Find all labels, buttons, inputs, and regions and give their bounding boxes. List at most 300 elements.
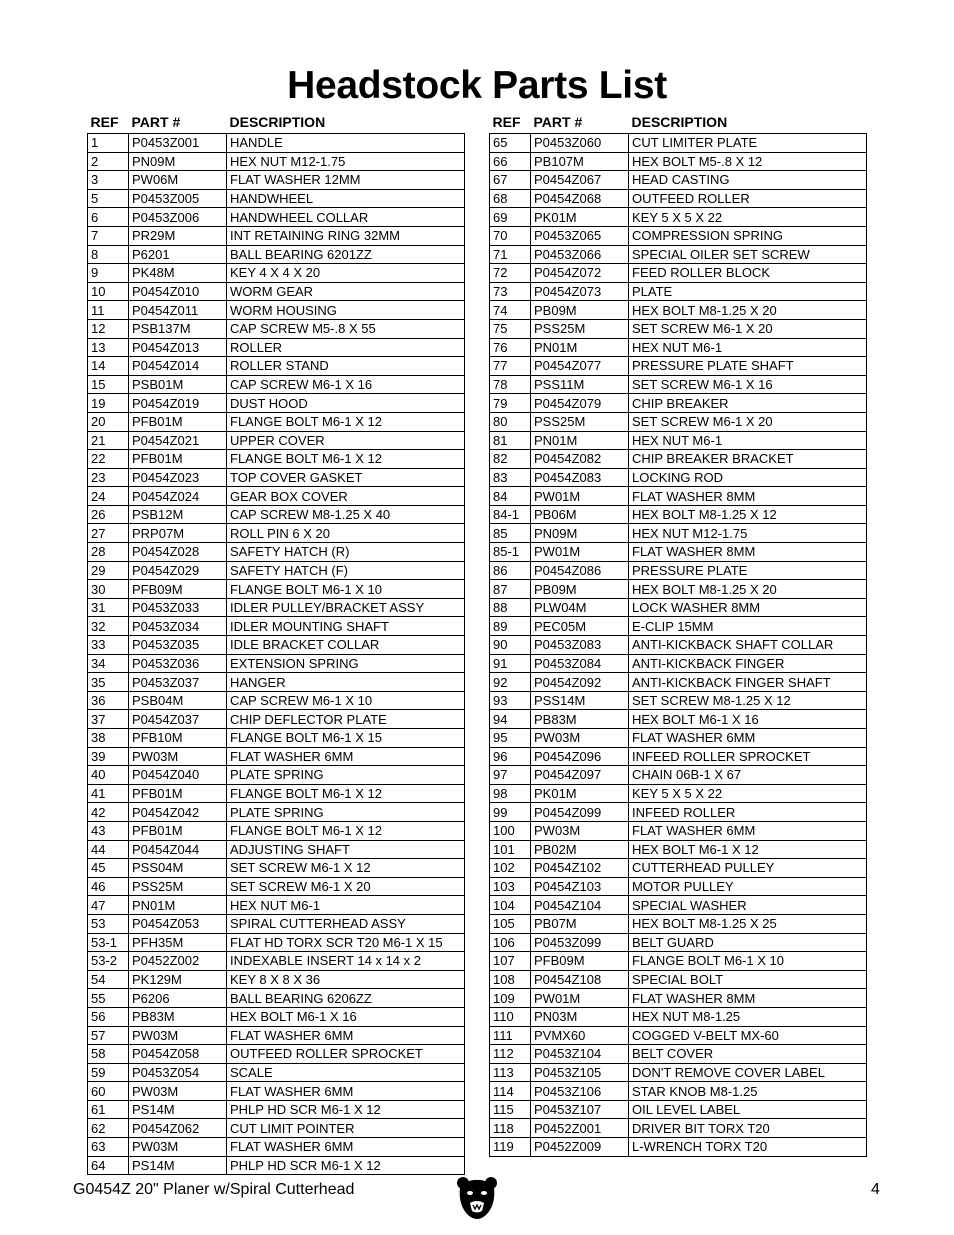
table-row	[490, 134, 867, 153]
part-number-cell: P0453Z084	[531, 654, 629, 673]
description-cell: CAP SCREW M8-1.25 X 40	[227, 505, 465, 524]
table-row	[88, 282, 465, 301]
description-cell: ANTI-KICKBACK SHAFT COLLAR	[629, 636, 867, 655]
table-row	[490, 1045, 867, 1064]
description-cell: KEY 5 X 5 X 22	[629, 208, 867, 227]
description-cell: IDLE BRACKET COLLAR	[227, 636, 465, 655]
table-row	[490, 264, 867, 283]
part-number-cell: P0453Z107	[531, 1100, 629, 1119]
description-cell: HEX NUT M6-1	[629, 338, 867, 357]
table-row	[490, 896, 867, 915]
ref-cell: 33	[88, 636, 129, 655]
table-row	[490, 877, 867, 896]
ref-cell: 69	[490, 208, 531, 227]
ref-cell: 81	[490, 431, 531, 450]
description-cell: CHIP DEFLECTOR PLATE	[227, 710, 465, 729]
table-row	[88, 1100, 465, 1119]
table-row	[88, 357, 465, 376]
table-row	[490, 710, 867, 729]
ref-cell: 91	[490, 654, 531, 673]
ref-cell: 53-2	[88, 952, 129, 971]
ref-cell: 34	[88, 654, 129, 673]
table-row	[88, 226, 465, 245]
description-cell: HEX BOLT M8-1.25 X 25	[629, 914, 867, 933]
part-number-cell: PW03M	[129, 1138, 227, 1157]
part-number-cell: PK48M	[129, 264, 227, 283]
table-row	[490, 580, 867, 599]
table-row	[490, 952, 867, 971]
part-number-cell: P0453Z035	[129, 636, 227, 655]
ref-cell: 101	[490, 840, 531, 859]
description-cell: HEX BOLT M6-1 X 16	[629, 710, 867, 729]
table-row	[88, 1026, 465, 1045]
ref-cell: 112	[490, 1045, 531, 1064]
part-number-cell: PSS25M	[531, 412, 629, 431]
description-cell: HEX BOLT M8-1.25 X 12	[629, 505, 867, 524]
table-row	[490, 152, 867, 171]
part-number-cell: P0454Z086	[531, 561, 629, 580]
ref-cell: 39	[88, 747, 129, 766]
part-number-cell: PK01M	[531, 784, 629, 803]
description-cell: SAFETY HATCH (R)	[227, 543, 465, 562]
part-number-cell: P0454Z102	[531, 859, 629, 878]
part-number-cell: P0454Z011	[129, 301, 227, 320]
table-row	[490, 189, 867, 208]
description-cell: OUTFEED ROLLER	[629, 189, 867, 208]
ref-cell: 35	[88, 673, 129, 692]
part-number-cell: P0453Z001	[129, 134, 227, 153]
table-row	[88, 375, 465, 394]
description-cell: PLATE SPRING	[227, 803, 465, 822]
ref-cell: 90	[490, 636, 531, 655]
description-cell: ROLLER STAND	[227, 357, 465, 376]
part-number-cell: PRP07M	[129, 524, 227, 543]
part-number-cell: P0454Z028	[129, 543, 227, 562]
description-cell: ROLLER	[227, 338, 465, 357]
ref-cell: 68	[490, 189, 531, 208]
part-number-cell: P0453Z034	[129, 617, 227, 636]
table-row	[88, 710, 465, 729]
description-cell: FLAT WASHER 6MM	[629, 729, 867, 748]
description-cell: CHAIN 06B-1 X 67	[629, 766, 867, 785]
table-row	[490, 933, 867, 952]
description-cell: FLAT WASHER 8MM	[629, 487, 867, 506]
description-cell: HEX NUT M12-1.75	[227, 152, 465, 171]
part-number-cell: P0454Z079	[531, 394, 629, 413]
table-row	[88, 524, 465, 543]
description-cell: FLANGE BOLT M6-1 X 12	[227, 450, 465, 469]
ref-cell: 103	[490, 877, 531, 896]
part-number-cell: PW03M	[129, 1026, 227, 1045]
part-number-cell: PSS11M	[531, 375, 629, 394]
table-row	[490, 970, 867, 989]
description-cell: UPPER COVER	[227, 431, 465, 450]
description-cell: FLANGE BOLT M6-1 X 12	[227, 784, 465, 803]
description-cell: FLAT WASHER 6MM	[227, 747, 465, 766]
part-number-cell: PFB10M	[129, 729, 227, 748]
part-number-cell: P0454Z042	[129, 803, 227, 822]
part-number-cell: P0454Z024	[129, 487, 227, 506]
description-cell: L-WRENCH TORX T20	[629, 1138, 867, 1157]
table-row	[490, 617, 867, 636]
ref-cell: 59	[88, 1063, 129, 1082]
table-row	[490, 803, 867, 822]
ref-cell: 71	[490, 245, 531, 264]
table-row	[490, 338, 867, 357]
description-cell: CUTTERHEAD PULLEY	[629, 859, 867, 878]
description-cell: PHLP HD SCR M6-1 X 12	[227, 1156, 465, 1175]
ref-cell: 61	[88, 1100, 129, 1119]
description-cell: FLANGE BOLT M6-1 X 10	[629, 952, 867, 971]
table-row	[88, 821, 465, 840]
ref-cell: 38	[88, 729, 129, 748]
table-row	[490, 505, 867, 524]
ref-cell: 64	[88, 1156, 129, 1175]
description-cell: FLAT WASHER 8MM	[629, 989, 867, 1008]
part-number-cell: PB07M	[531, 914, 629, 933]
table-row	[88, 784, 465, 803]
table-row	[88, 1119, 465, 1138]
part-number-cell: P0454Z062	[129, 1119, 227, 1138]
ref-cell: 9	[88, 264, 129, 283]
part-number-cell: PEC05M	[531, 617, 629, 636]
ref-cell: 30	[88, 580, 129, 599]
description-cell: HEAD CASTING	[629, 171, 867, 190]
description-cell: INDEXABLE INSERT 14 x 14 x 2	[227, 952, 465, 971]
ref-cell: 12	[88, 319, 129, 338]
table-row	[88, 729, 465, 748]
part-number-cell: PFB01M	[129, 821, 227, 840]
ref-cell: 58	[88, 1045, 129, 1064]
description-cell: FLAT WASHER 6MM	[227, 1082, 465, 1101]
table-row	[88, 1156, 465, 1175]
ref-cell: 42	[88, 803, 129, 822]
table-row	[490, 543, 867, 562]
part-number-cell: PB09M	[531, 580, 629, 599]
ref-cell: 37	[88, 710, 129, 729]
part-number-cell: P0454Z083	[531, 468, 629, 487]
part-number-cell: P0453Z037	[129, 673, 227, 692]
ref-cell: 72	[490, 264, 531, 283]
description-cell: BALL BEARING 6206ZZ	[227, 989, 465, 1008]
description-cell: KEY 5 X 5 X 22	[629, 784, 867, 803]
part-number-cell: P0453Z083	[531, 636, 629, 655]
ref-cell: 110	[490, 1007, 531, 1026]
ref-cell: 27	[88, 524, 129, 543]
ref-cell: 6	[88, 208, 129, 227]
table-row	[490, 859, 867, 878]
part-number-cell: PSS14M	[531, 691, 629, 710]
description-cell: SET SCREW M6-1 X 16	[629, 375, 867, 394]
table-row	[490, 208, 867, 227]
part-number-cell: PB09M	[531, 301, 629, 320]
table-row	[88, 766, 465, 785]
part-number-cell: PFB01M	[129, 784, 227, 803]
table-row	[88, 840, 465, 859]
table-row	[88, 1082, 465, 1101]
ref-cell: 8	[88, 245, 129, 264]
part-number-cell: P0454Z097	[531, 766, 629, 785]
table-row	[490, 654, 867, 673]
description-cell: PLATE SPRING	[227, 766, 465, 785]
table-row	[490, 766, 867, 785]
ref-cell: 45	[88, 859, 129, 878]
description-cell: FLANGE BOLT M6-1 X 10	[227, 580, 465, 599]
ref-cell: 85	[490, 524, 531, 543]
part-number-cell: PSB137M	[129, 319, 227, 338]
description-cell: SET SCREW M6-1 X 20	[227, 877, 465, 896]
part-number-cell: P0453Z066	[531, 245, 629, 264]
table-row	[490, 468, 867, 487]
part-number-cell: PN01M	[531, 338, 629, 357]
description-cell: SPECIAL WASHER	[629, 896, 867, 915]
part-number-cell: PS14M	[129, 1100, 227, 1119]
description-cell: OIL LEVEL LABEL	[629, 1100, 867, 1119]
part-number-cell: P0452Z001	[531, 1119, 629, 1138]
part-number-cell: PLW04M	[531, 598, 629, 617]
header-ref: REF	[88, 111, 129, 134]
table-row	[490, 691, 867, 710]
description-cell: ANTI-KICKBACK FINGER	[629, 654, 867, 673]
table-row	[490, 1082, 867, 1101]
ref-cell: 89	[490, 617, 531, 636]
ref-cell: 78	[490, 375, 531, 394]
ref-cell: 113	[490, 1063, 531, 1082]
table-row	[490, 1119, 867, 1138]
ref-cell: 23	[88, 468, 129, 487]
table-row	[88, 338, 465, 357]
part-number-cell: PSB04M	[129, 691, 227, 710]
ref-cell: 104	[490, 896, 531, 915]
ref-cell: 44	[88, 840, 129, 859]
description-cell: HEX BOLT M6-1 X 12	[629, 840, 867, 859]
table-row	[490, 394, 867, 413]
ref-cell: 54	[88, 970, 129, 989]
table-row	[490, 989, 867, 1008]
part-number-cell: P0454Z099	[531, 803, 629, 822]
ref-cell: 66	[490, 152, 531, 171]
table-row	[88, 264, 465, 283]
ref-cell: 88	[490, 598, 531, 617]
part-number-cell: PB107M	[531, 152, 629, 171]
description-cell: SPIRAL CUTTERHEAD ASSY	[227, 914, 465, 933]
part-number-cell: P0454Z092	[531, 673, 629, 692]
description-cell: CAP SCREW M6-1 X 16	[227, 375, 465, 394]
ref-cell: 82	[490, 450, 531, 469]
ref-cell: 28	[88, 543, 129, 562]
description-cell: LOCKING ROD	[629, 468, 867, 487]
ref-cell: 32	[88, 617, 129, 636]
description-cell: CHIP BREAKER BRACKET	[629, 450, 867, 469]
part-number-cell: P0454Z019	[129, 394, 227, 413]
part-number-cell: P0454Z077	[531, 357, 629, 376]
table-row	[88, 877, 465, 896]
table-row	[88, 914, 465, 933]
description-cell: ADJUSTING SHAFT	[227, 840, 465, 859]
description-cell: HEX NUT M6-1	[227, 896, 465, 915]
part-number-cell: P0453Z065	[531, 226, 629, 245]
ref-cell: 109	[490, 989, 531, 1008]
table-row	[490, 784, 867, 803]
part-number-cell: P0453Z006	[129, 208, 227, 227]
table-row	[88, 189, 465, 208]
table-row	[490, 357, 867, 376]
part-number-cell: P0454Z096	[531, 747, 629, 766]
ref-cell: 7	[88, 226, 129, 245]
table-row	[88, 134, 465, 153]
ref-cell: 55	[88, 989, 129, 1008]
ref-cell: 111	[490, 1026, 531, 1045]
part-number-cell: P0454Z044	[129, 840, 227, 859]
description-cell: SPECIAL OILER SET SCREW	[629, 245, 867, 264]
table-row	[88, 747, 465, 766]
description-cell: COGGED V-BELT MX-60	[629, 1026, 867, 1045]
ref-cell: 3	[88, 171, 129, 190]
part-number-cell: PN09M	[531, 524, 629, 543]
part-number-cell: PN01M	[129, 896, 227, 915]
ref-cell: 87	[490, 580, 531, 599]
ref-cell: 24	[88, 487, 129, 506]
table-row	[490, 282, 867, 301]
part-number-cell: PW01M	[531, 487, 629, 506]
table-row	[490, 226, 867, 245]
part-number-cell: PVMX60	[531, 1026, 629, 1045]
ref-cell: 83	[490, 468, 531, 487]
part-number-cell: P0453Z105	[531, 1063, 629, 1082]
header-part: PART #	[531, 111, 629, 134]
description-cell: HANGER	[227, 673, 465, 692]
description-cell: FLAT WASHER 6MM	[227, 1026, 465, 1045]
ref-cell: 79	[490, 394, 531, 413]
part-number-cell: P0454Z053	[129, 914, 227, 933]
description-cell: HEX BOLT M8-1.25 X 20	[629, 301, 867, 320]
header-description: DESCRIPTION	[227, 111, 465, 134]
table-row	[490, 450, 867, 469]
table-row	[88, 394, 465, 413]
description-cell: CUT LIMIT POINTER	[227, 1119, 465, 1138]
ref-cell: 40	[88, 766, 129, 785]
part-number-cell: P0454Z023	[129, 468, 227, 487]
table-row	[490, 1138, 867, 1157]
table-row	[490, 301, 867, 320]
description-cell: HEX NUT M6-1	[629, 431, 867, 450]
part-number-cell: PW01M	[531, 989, 629, 1008]
table-row	[88, 598, 465, 617]
description-cell: HEX NUT M8-1.25	[629, 1007, 867, 1026]
description-cell: CAP SCREW M5-.8 X 55	[227, 319, 465, 338]
table-row	[88, 412, 465, 431]
part-number-cell: PB06M	[531, 505, 629, 524]
ref-cell: 95	[490, 729, 531, 748]
table-row	[88, 970, 465, 989]
ref-cell: 84	[490, 487, 531, 506]
table-row	[490, 375, 867, 394]
table-row	[88, 487, 465, 506]
table-row	[490, 561, 867, 580]
ref-cell: 11	[88, 301, 129, 320]
parts-table-left-body	[88, 134, 465, 1175]
description-cell: IDLER MOUNTING SHAFT	[227, 617, 465, 636]
ref-cell: 70	[490, 226, 531, 245]
part-number-cell: P0453Z005	[129, 189, 227, 208]
description-cell: TOP COVER GASKET	[227, 468, 465, 487]
description-cell: CUT LIMITER PLATE	[629, 134, 867, 153]
ref-cell: 100	[490, 821, 531, 840]
ref-cell: 53	[88, 914, 129, 933]
part-number-cell: P0453Z033	[129, 598, 227, 617]
description-cell: DUST HOOD	[227, 394, 465, 413]
table-row	[88, 859, 465, 878]
description-cell: PLATE	[629, 282, 867, 301]
description-cell: HEX BOLT M6-1 X 16	[227, 1007, 465, 1026]
ref-cell: 105	[490, 914, 531, 933]
part-number-cell: PSS25M	[531, 319, 629, 338]
ref-cell: 13	[88, 338, 129, 357]
ref-cell: 119	[490, 1138, 531, 1157]
ref-cell: 20	[88, 412, 129, 431]
ref-cell: 53-1	[88, 933, 129, 952]
part-number-cell: P0454Z021	[129, 431, 227, 450]
ref-cell: 14	[88, 357, 129, 376]
ref-cell: 75	[490, 319, 531, 338]
description-cell: SET SCREW M8-1.25 X 12	[629, 691, 867, 710]
description-cell: PHLP HD SCR M6-1 X 12	[227, 1100, 465, 1119]
table-row	[490, 412, 867, 431]
table-row	[490, 171, 867, 190]
header-description: DESCRIPTION	[629, 111, 867, 134]
table-row	[490, 747, 867, 766]
header-ref: REF	[490, 111, 531, 134]
ref-cell: 107	[490, 952, 531, 971]
part-number-cell: P0453Z054	[129, 1063, 227, 1082]
part-number-cell: PW03M	[531, 729, 629, 748]
description-cell: FLANGE BOLT M6-1 X 12	[227, 821, 465, 840]
table-row	[88, 1007, 465, 1026]
description-cell: FLAT WASHER 8MM	[629, 543, 867, 562]
part-number-cell: P0454Z108	[531, 970, 629, 989]
parts-table-left	[87, 111, 465, 1175]
description-cell: SET SCREW M6-1 X 12	[227, 859, 465, 878]
table-header-row	[490, 111, 867, 134]
parts-table-right	[489, 111, 867, 1157]
description-cell: DRIVER BIT TORX T20	[629, 1119, 867, 1138]
part-number-cell: PFB09M	[531, 952, 629, 971]
ref-cell: 73	[490, 282, 531, 301]
table-header-row	[88, 111, 465, 134]
description-cell: INT RETAINING RING 32MM	[227, 226, 465, 245]
part-number-cell: P6201	[129, 245, 227, 264]
part-number-cell: P0454Z082	[531, 450, 629, 469]
part-number-cell: P0453Z106	[531, 1082, 629, 1101]
table-row	[490, 1007, 867, 1026]
ref-cell: 77	[490, 357, 531, 376]
description-cell: FLAT WASHER 12MM	[227, 171, 465, 190]
description-cell: INFEED ROLLER SPROCKET	[629, 747, 867, 766]
part-number-cell: PSB01M	[129, 375, 227, 394]
ref-cell: 99	[490, 803, 531, 822]
ref-cell: 65	[490, 134, 531, 153]
description-cell: FEED ROLLER BLOCK	[629, 264, 867, 283]
part-number-cell: P6206	[129, 989, 227, 1008]
part-number-cell: PFH35M	[129, 933, 227, 952]
footer-model-name: G0454Z 20" Planer w/Spiral Cutterhead	[73, 1181, 355, 1198]
table-row	[490, 431, 867, 450]
ref-cell: 94	[490, 710, 531, 729]
description-cell: HANDWHEEL	[227, 189, 465, 208]
part-number-cell: PB02M	[531, 840, 629, 859]
table-row	[88, 450, 465, 469]
ref-cell: 93	[490, 691, 531, 710]
